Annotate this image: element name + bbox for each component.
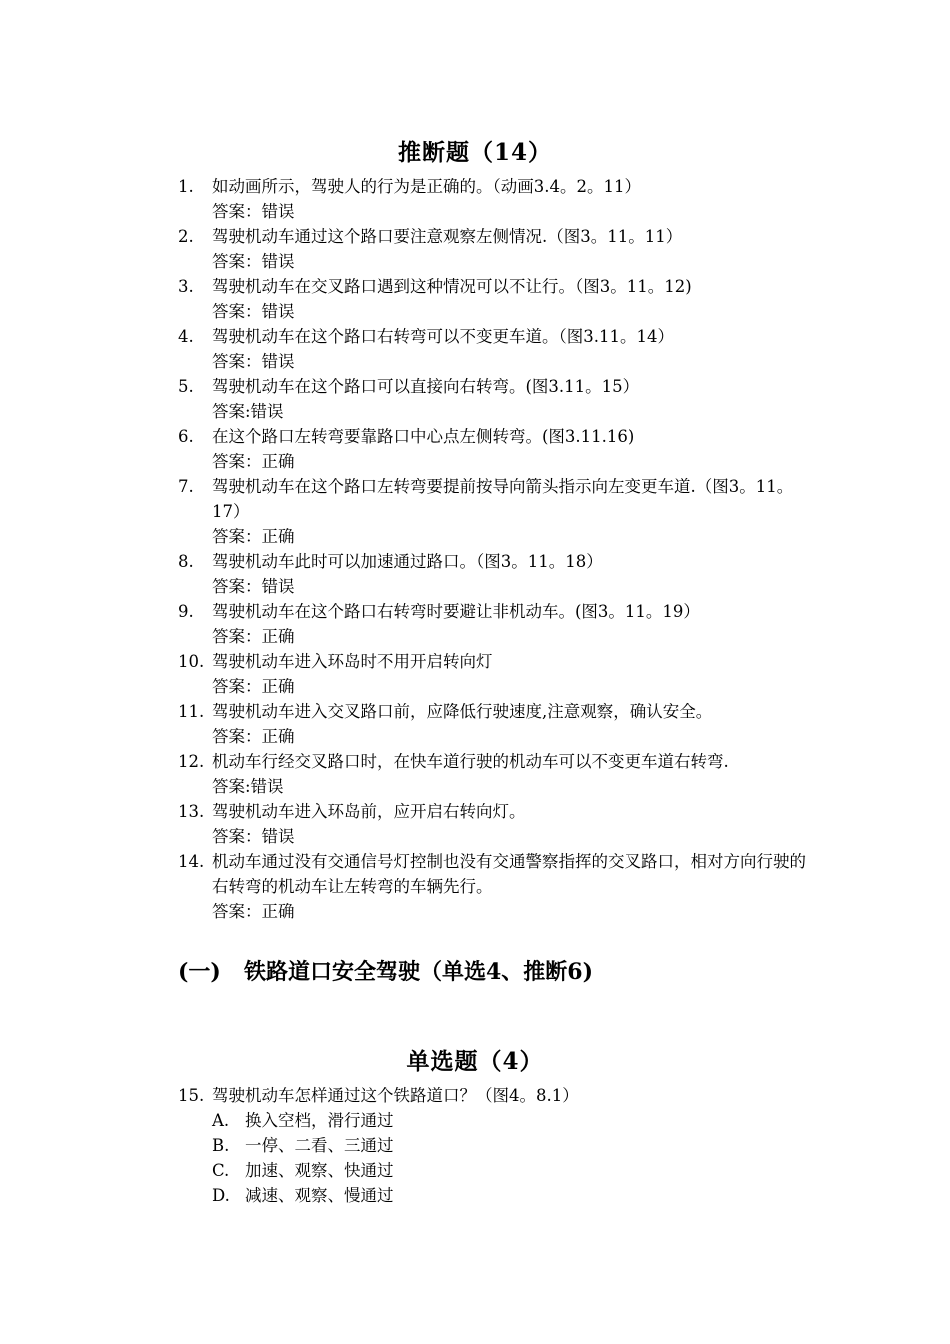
question-item	[178, 424, 818, 474]
question-number: 6.	[178, 427, 194, 446]
question-text: 驾驶机动车在交叉路口遇到这种情况可以不让行。（图3。11。12)	[212, 277, 692, 296]
judge-heading: 推断题（14）	[397, 139, 552, 166]
question-item	[178, 1083, 818, 1108]
question-number: 1.	[178, 177, 194, 196]
question-text: 在这个路口左转弯要靠路口中心点左侧转弯。(图3.11.16)	[212, 427, 635, 446]
question-answer: 答案：正确	[212, 527, 295, 546]
option-letter: A.	[212, 1111, 230, 1130]
question-answer: 答案：错误	[212, 302, 295, 321]
option-b	[178, 1133, 818, 1158]
question-answer: 答案:错误	[212, 402, 284, 421]
option-d	[178, 1183, 818, 1208]
option-text: 加速、观察、快通过	[245, 1161, 394, 1180]
judge-question-list	[178, 174, 818, 924]
question-text: 驾驶机动车进入交叉路口前，应降低行驶速度,注意观察，确认安全。	[212, 702, 713, 721]
question-number: 8.	[178, 552, 194, 571]
question-number: 10.	[178, 652, 205, 671]
question-number: 3.	[178, 277, 194, 296]
section-heading	[178, 955, 593, 986]
question-text: 驾驶机动车在这个路口左转弯要提前按导向箭头指示向左变更车道.（图3。11。17）	[212, 477, 794, 521]
question-item	[178, 599, 818, 649]
question-answer: 答案：正确	[212, 452, 295, 471]
question-text: 驾驶机动车进入环岛时不用开启转向灯	[212, 652, 493, 671]
option-letter: C.	[212, 1161, 230, 1180]
question-answer: 答案：正确	[212, 727, 295, 746]
question-item	[178, 224, 818, 274]
question-number: 14.	[178, 852, 205, 871]
option-letter: B.	[212, 1136, 230, 1155]
question-number: 7.	[178, 477, 194, 496]
question-text: 驾驶机动车通过这个路口要注意观察左侧情况.（图3。11。11）	[212, 227, 683, 246]
question-item	[178, 799, 818, 849]
question-text: 驾驶机动车在这个路口右转弯时要避让非机动车。(图3。11。19）	[212, 602, 700, 621]
question-answer: 答案：错误	[212, 252, 295, 271]
question-number: 13.	[178, 802, 205, 821]
question-number: 9.	[178, 602, 194, 621]
question-item	[178, 649, 818, 699]
question-item	[178, 374, 818, 424]
section-number: (一)	[178, 959, 221, 985]
question-answer: 答案：正确	[212, 677, 295, 696]
question-text: 如动画所示，驾驶人的行为是正确的。（动画3.4。2。11）	[212, 177, 641, 196]
option-text: 一停、二看、三通过	[245, 1136, 394, 1155]
question-item	[178, 699, 818, 749]
question-item	[178, 549, 818, 599]
question-item	[178, 749, 818, 799]
question-answer: 答案：错误	[212, 827, 295, 846]
question-item	[178, 324, 818, 374]
question-answer: 答案：错误	[212, 202, 295, 221]
option-a	[178, 1108, 818, 1133]
question-number: 15.	[178, 1086, 205, 1105]
question-answer: 答案:错误	[212, 777, 284, 796]
question-text: 机动车行经交叉路口时，在快车道行驶的机动车可以不变更车道右转弯.	[212, 752, 729, 771]
question-item	[178, 174, 818, 224]
option-letter: D.	[212, 1186, 230, 1205]
question-item	[178, 474, 818, 549]
option-c	[178, 1158, 818, 1183]
question-number: 5.	[178, 377, 194, 396]
question-text: 驾驶机动车此时可以加速通过路口。（图3。11。18）	[212, 552, 603, 571]
section-title: 铁路道口安全驾驶（单选4、推断6)	[244, 959, 594, 985]
question-answer: 答案：错误	[212, 577, 295, 596]
question-text: 机动车通过没有交通信号灯控制也没有交通警察指挥的交叉路口，相对方向行驶的右转弯的机动车让左转弯的车辆先行。	[212, 852, 806, 896]
question-item	[178, 849, 818, 924]
question-answer: 答案：正确	[212, 902, 295, 921]
question-number: 2.	[178, 227, 194, 246]
question-text: 驾驶机动车进入环岛前，应开启右转向灯。	[212, 802, 526, 821]
single-choice-heading: 单选题（4）	[406, 1048, 544, 1075]
option-text: 换入空档，滑行通过	[245, 1111, 394, 1130]
question-number: 4.	[178, 327, 194, 346]
question-number: 12.	[178, 752, 205, 771]
question-answer: 答案：错误	[212, 352, 295, 371]
question-text: 驾驶机动车在这个路口可以直接向右转弯。(图3.11。15）	[212, 377, 640, 396]
question-text: 驾驶机动车在这个路口右转弯可以不变更车道。（图3.11。14）	[212, 327, 674, 346]
question-text: 驾驶机动车怎样通过这个铁路道口？（图4。8.1）	[212, 1086, 579, 1105]
question-number: 11.	[178, 702, 205, 721]
question-item	[178, 274, 818, 324]
single-choice-question	[178, 1083, 818, 1208]
question-answer: 答案：正确	[212, 627, 295, 646]
option-text: 减速、观察、慢通过	[245, 1186, 394, 1205]
